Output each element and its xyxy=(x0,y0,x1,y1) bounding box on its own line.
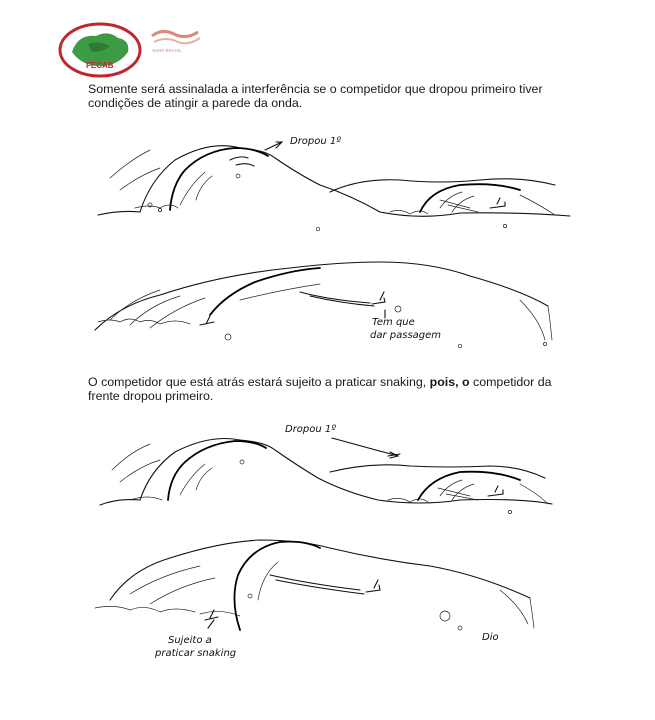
figure-snaking-wave xyxy=(0,530,655,660)
artist-signature: Dio xyxy=(482,632,499,643)
label-sujeito-a: Sujeito a xyxy=(168,635,212,646)
label-praticar-snaking: praticar snaking xyxy=(155,648,237,659)
figure-drop-first-wave xyxy=(0,125,655,235)
snaking-text-bold: pois, o xyxy=(429,375,470,389)
paragraph-interference-rule: Somente será assinalada a interferência se o competidor que dropou primeiro tiver condições de atingir a parede da onda. xyxy=(88,82,543,110)
paragraph-snaking-rule xyxy=(88,375,568,403)
fecab-logo xyxy=(58,22,142,78)
label-tem-que: Tem que xyxy=(372,317,415,328)
label-dropou-primeiro: Dropou 1º xyxy=(290,136,341,147)
logo-text: FECAB xyxy=(86,61,114,70)
partner-logo-text: SURF BRASIL xyxy=(152,48,182,53)
label-dropou-primeiro-2: Dropou 1º xyxy=(285,424,336,435)
figure-must-give-way-wave xyxy=(0,245,655,355)
snaking-text-end: competidor da frente dropou primeiro. xyxy=(88,375,552,403)
figure-dropou-first-wave-2 xyxy=(0,418,655,528)
label-dar-passagem: dar passagem xyxy=(370,330,442,341)
snaking-text-start: O competidor que está atrás estará sujeito a praticar snaking, xyxy=(88,375,427,389)
partner-logo xyxy=(148,26,204,54)
